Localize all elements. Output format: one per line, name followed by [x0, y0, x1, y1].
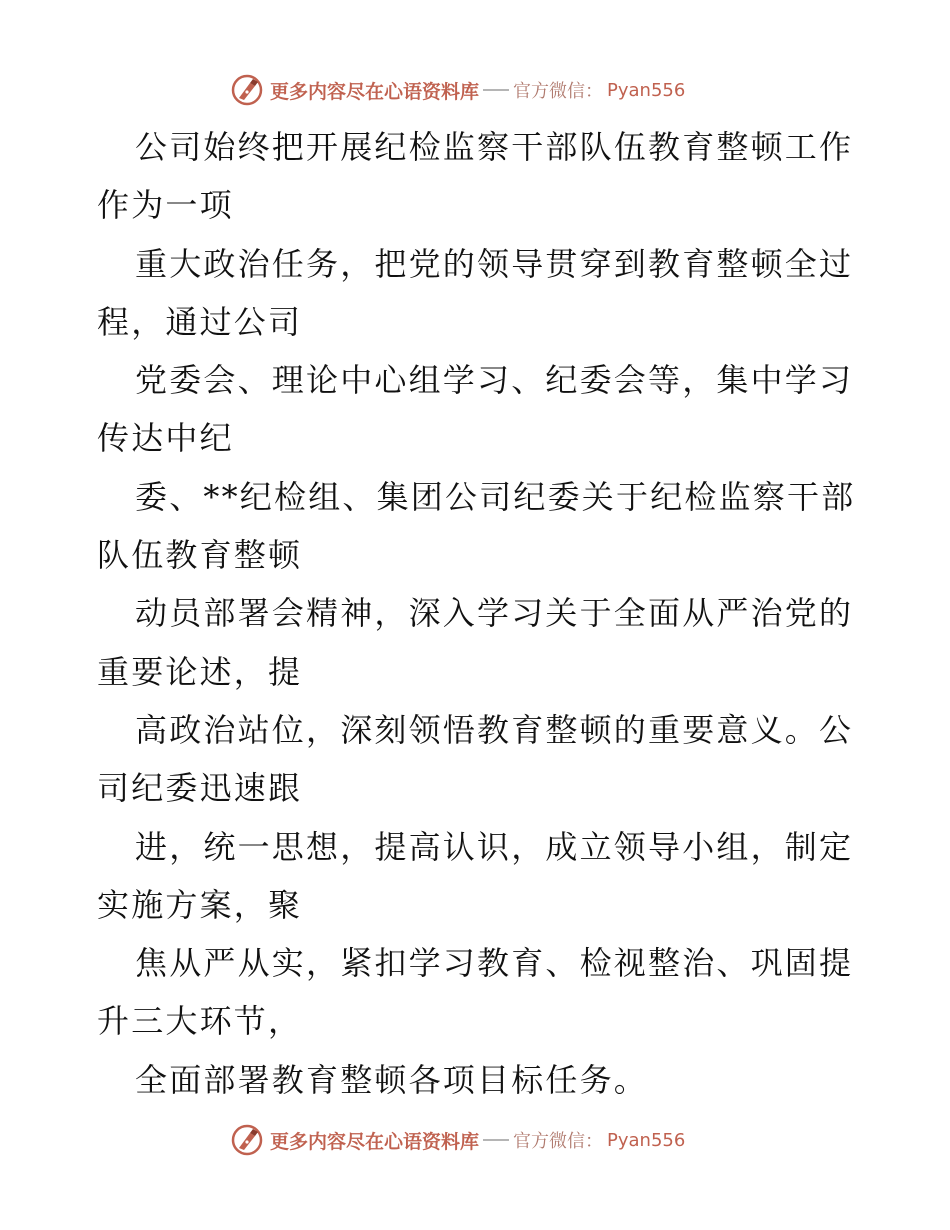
- pen-nib-logo-icon: [230, 73, 264, 107]
- document-body: [97, 118, 857, 1109]
- text-line: 程，通过公司: [97, 302, 303, 341]
- banner-dash: [483, 89, 509, 91]
- text-line: 实施方案，聚: [97, 885, 303, 924]
- footer-banner: [230, 1123, 685, 1157]
- brand-text: 更多内容尽在心语资料库: [270, 1130, 480, 1153]
- text-line: 全面部署教育整顿各项目标任务。: [135, 1060, 649, 1099]
- pen-nib-logo-icon: [230, 1123, 264, 1157]
- official-wechat-label: 官方微信：: [513, 81, 604, 102]
- text-line: 焦从严从实，紧扣学习教育、检视整治、巩固提: [135, 944, 854, 983]
- text-line: 动员部署会精神，深入学习关于全面从严治党的: [135, 594, 854, 633]
- banner-dash: [483, 1139, 509, 1141]
- wechat-id: Pyan556: [607, 79, 686, 101]
- text-line: 作为一项: [97, 186, 234, 225]
- text-line: 司纪委迅速跟: [97, 769, 303, 808]
- brand-text: 更多内容尽在心语资料库: [270, 80, 480, 103]
- text-line: 升三大环节，: [97, 1002, 303, 1041]
- text-line: 高政治站位，深刻领悟教育整顿的重要意义。公: [135, 710, 854, 749]
- text-line: 传达中纪: [97, 419, 234, 458]
- official-wechat-label: 官方微信：: [513, 1131, 604, 1152]
- wechat-id: Pyan556: [607, 1129, 686, 1151]
- text-line: 进，统一思想，提高认识，成立领导小组，制定: [135, 827, 854, 866]
- text-line: 队伍教育整顿: [97, 536, 303, 575]
- text-line: 重要论述，提: [97, 652, 303, 691]
- header-banner: [230, 73, 685, 107]
- text-line: 党委会、理论中心组学习、纪委会等，集中学习: [135, 361, 854, 400]
- text-line: 重大政治任务，把党的领导贯穿到教育整顿全过: [135, 244, 854, 283]
- text-line: 公司始终把开展纪检监察干部队伍教育整顿工作: [135, 128, 854, 166]
- text-line: 委、**纪检组、集团公司纪委关于纪检监察干部: [135, 477, 856, 516]
